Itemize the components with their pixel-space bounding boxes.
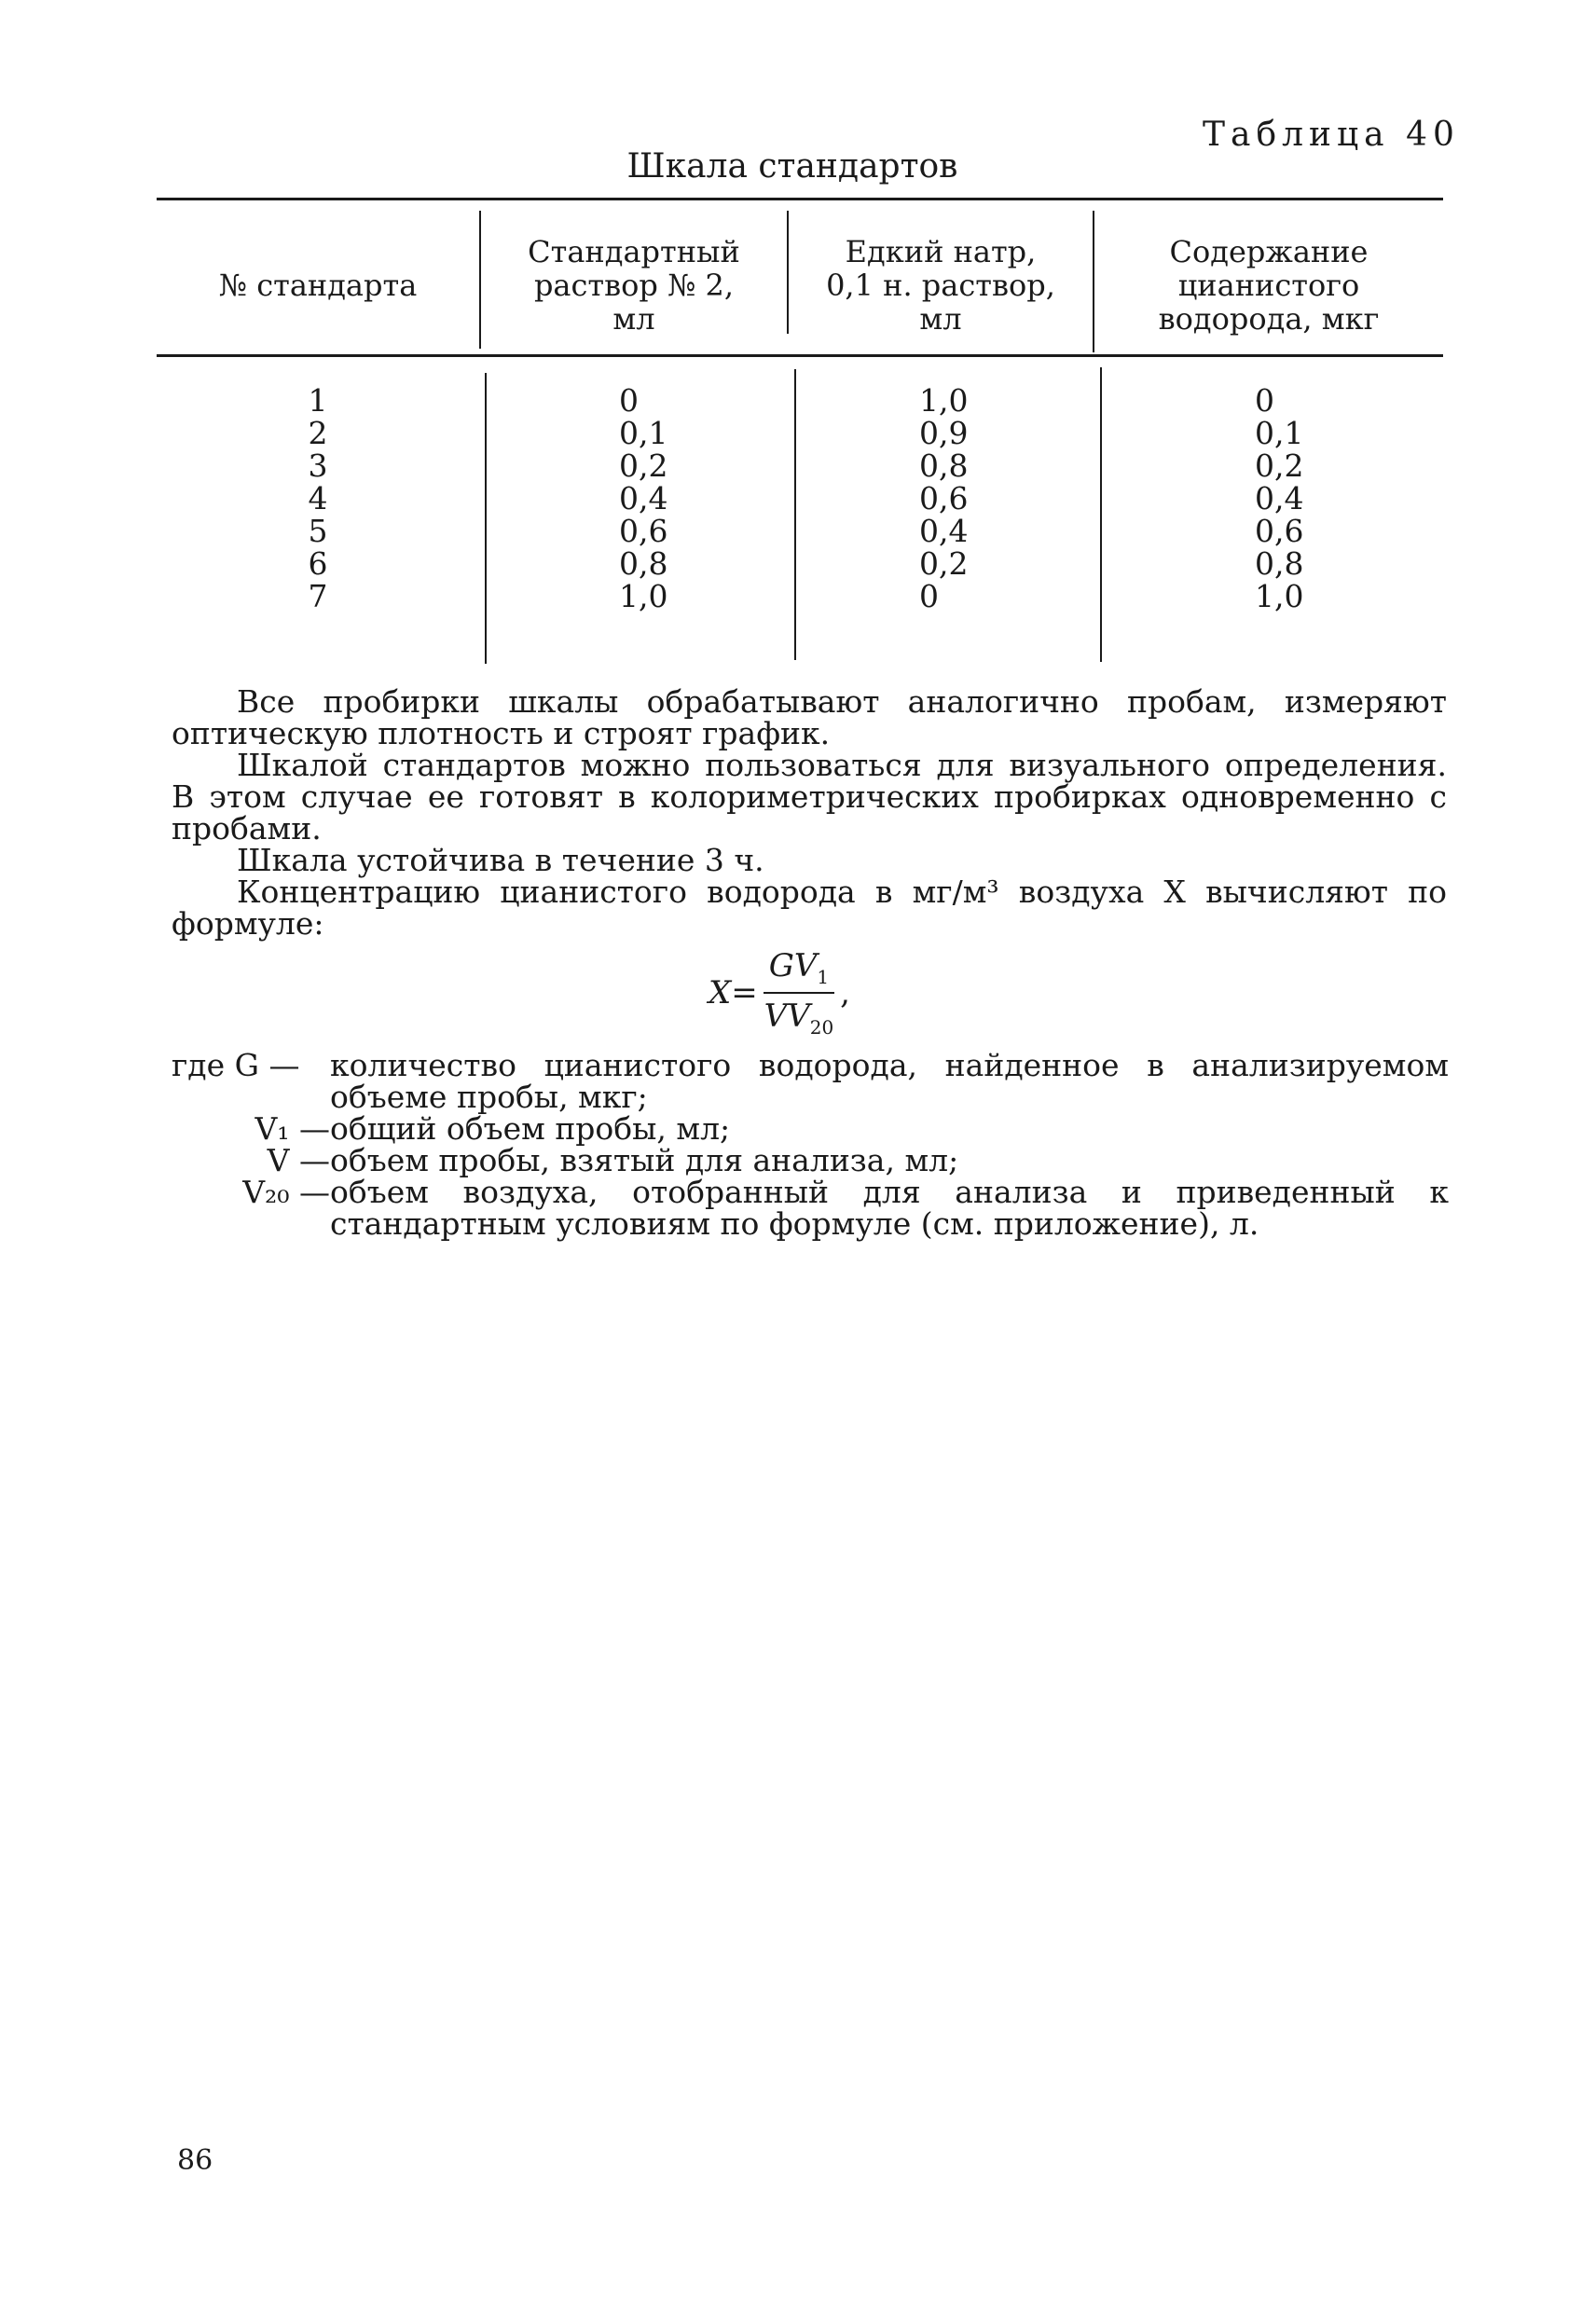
table-cell: 0,1 [619, 415, 668, 451]
paragraph: Шкала устойчива в течение 3 ч. [237, 842, 764, 878]
table-cell: 0,6 [619, 513, 668, 549]
table-cell: 1,0 [619, 578, 668, 614]
definition-row [172, 1142, 1449, 1178]
paragraph: Шкалой стандартов можно пользоваться для визуального определения. В этом случае ее готовят в колориметрических пробирках одновременно с пробами. [172, 747, 1447, 846]
definition-symbol: V₁ — [255, 1110, 330, 1147]
body-divider-2 [794, 369, 796, 660]
definition-row [172, 1174, 1449, 1242]
page-number: 86 [177, 2144, 213, 2177]
definition-row [172, 1110, 1449, 1147]
header-hcn-content: Содержание цианистого водорода, мкг [1158, 234, 1380, 337]
definition-text: объем воздуха, отобранный для анализа и приведенный к стандартным условиям по формуле (см. приложение), л. [330, 1174, 1449, 1242]
paragraph: Концентрацию цианистого водорода в мг/м³ воздуха X вычисляют по формуле: [172, 874, 1447, 942]
formula-numerator: $GV_1$ [764, 947, 834, 994]
body-text [172, 683, 1447, 942]
table-cell: 5 [308, 513, 328, 549]
header-naoh: Едкий натр, 0,1 н. раствор, мл [826, 234, 1055, 337]
table-top-rule [157, 198, 1443, 200]
table-cell: 0,2 [1255, 447, 1304, 484]
table-cell: 0 [1255, 382, 1274, 419]
variable-definitions [172, 1047, 1449, 1242]
table-cell: 0,4 [1255, 480, 1304, 516]
table-cell: 0,4 [919, 513, 969, 549]
definition-text: количество цианистого водорода, найденное в анализируемом объеме пробы, мкг; [330, 1047, 1449, 1115]
table-cell: 1,0 [919, 382, 969, 419]
formula-trail: , [840, 974, 850, 1012]
table-cell: 0,2 [919, 545, 969, 582]
table-cell: 0,1 [1255, 415, 1304, 451]
table-cell: 0,2 [619, 447, 668, 484]
table-cell: 0 [619, 382, 639, 419]
definition-text: объем пробы, взятый для анализа, мл; [330, 1142, 959, 1178]
table-cell: 6 [308, 545, 328, 582]
paragraph: Все пробирки шкалы обрабатывают аналогично пробам, измеряют оптическую плотность и строят график. [172, 683, 1447, 751]
table-cell: 0,8 [919, 447, 969, 484]
column-standard-no [157, 384, 479, 612]
table-cell: 0,6 [919, 480, 969, 516]
standards-table [157, 198, 1443, 664]
table-cell: 0,6 [1255, 513, 1304, 549]
header-standard-no: № стандарта [218, 268, 418, 303]
table-cell: 4 [308, 480, 328, 516]
concentration-formula [709, 942, 850, 1044]
table-cell: 1 [308, 382, 328, 419]
table-cell: 3 [308, 447, 328, 484]
definition-symbol: где G — [172, 1047, 300, 1083]
table-cell: 0,9 [919, 415, 969, 451]
formula-fraction [764, 947, 834, 1039]
table-cell: 0,8 [1255, 545, 1304, 582]
formula-lhs: X= [709, 974, 758, 1012]
table-number: Таблица 40 [1203, 116, 1460, 154]
body-divider-3 [1100, 367, 1102, 662]
table-cell: 0 [919, 578, 939, 614]
table-title: Шкала стандартов [626, 147, 958, 186]
table-cell: 7 [308, 578, 328, 614]
column-standard-solution [619, 384, 712, 612]
body-divider-1 [485, 373, 487, 664]
definition-symbol: V₂₀ — [242, 1174, 330, 1210]
header-standard-solution: Стандартный раствор № 2, мл [528, 234, 740, 337]
table-cell: 1,0 [1255, 578, 1304, 614]
definition-text: общий объем пробы, мл; [330, 1110, 731, 1147]
column-hcn-content [1255, 384, 1348, 612]
column-naoh [919, 384, 1012, 612]
table-cell: 2 [308, 415, 328, 451]
definition-symbol: V — [267, 1142, 330, 1178]
definition-row [172, 1047, 1449, 1115]
table-header-rule [157, 354, 1443, 357]
table-cell: 0,8 [619, 545, 668, 582]
table-cell: 0,4 [619, 480, 668, 516]
formula-denominator: $VV_{20}$ [764, 998, 834, 1039]
